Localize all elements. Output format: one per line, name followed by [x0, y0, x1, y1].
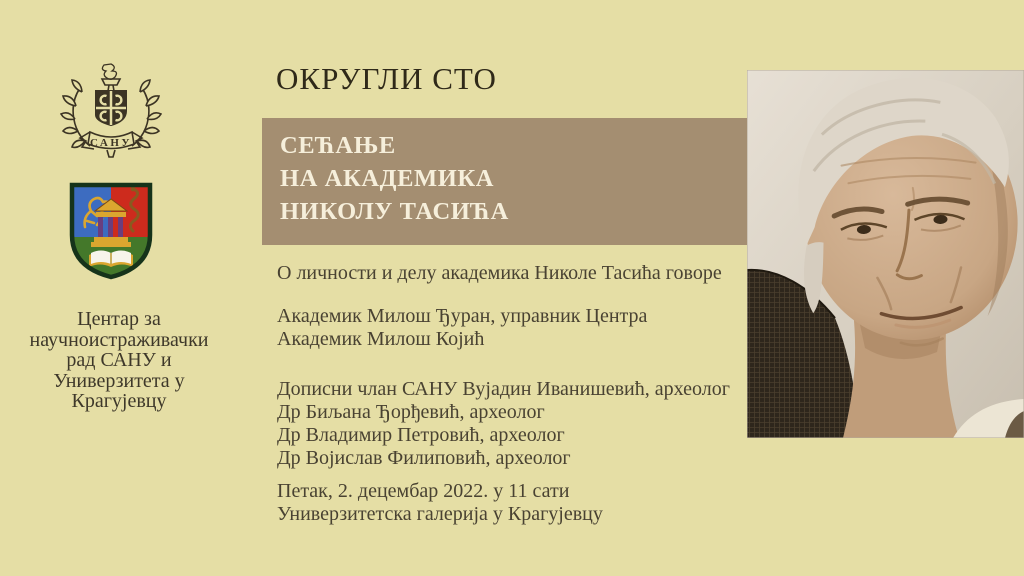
- venue-line: Универзитетска галерија у Крагујевцу: [277, 503, 603, 525]
- sanu-ribbon-label: САНУ: [90, 137, 132, 149]
- title-band: [262, 118, 747, 245]
- speakers-list: [277, 305, 647, 351]
- speaker-line: Академик Милош Којић: [277, 328, 485, 350]
- portrait-illustration: [747, 70, 1024, 438]
- org-name-line: Крагујевцу: [71, 390, 167, 412]
- participant-line: Др Владимир Петровић, археолог: [277, 424, 565, 446]
- event-type-heading: ОКРУГЛИ СТО: [276, 61, 497, 96]
- org-name-line: Центар за: [77, 308, 161, 330]
- org-name-line: научноистраживачки: [29, 328, 209, 351]
- participant-line: Др Војислав Филиповић, археолог: [277, 447, 571, 469]
- participants-list: [277, 378, 730, 470]
- org-name-line: Универзитета у: [53, 369, 185, 392]
- organization-name: [9, 309, 229, 412]
- date-line: Петак, 2. децембар 2022. у 11 сати: [277, 480, 570, 502]
- event-title-line: СЕЋАЊЕ: [280, 132, 396, 159]
- portrait-photo: [747, 70, 1024, 438]
- org-name-line: рад САНУ и: [66, 349, 172, 371]
- event-title-line: НА АКАДЕМИКА: [280, 165, 495, 192]
- participant-line: Дописни члан САНУ Вујадин Иванишевић, археолог: [277, 378, 730, 400]
- university-crest-icon: [67, 181, 155, 281]
- sidebar: [0, 0, 240, 576]
- participant-line: Др Биљана Ђорђевић, археолог: [277, 401, 545, 423]
- speaker-line: Академик Милош Ђуран, управник Центра: [277, 305, 648, 327]
- event-title: [280, 129, 509, 228]
- event-title-line: НИКОЛУ ТАСИЋА: [280, 198, 509, 225]
- date-venue-block: [277, 480, 603, 526]
- sanu-emblem-icon: [60, 62, 162, 162]
- intro-line: О личности и делу академика Николе Тасића говоре: [277, 262, 722, 284]
